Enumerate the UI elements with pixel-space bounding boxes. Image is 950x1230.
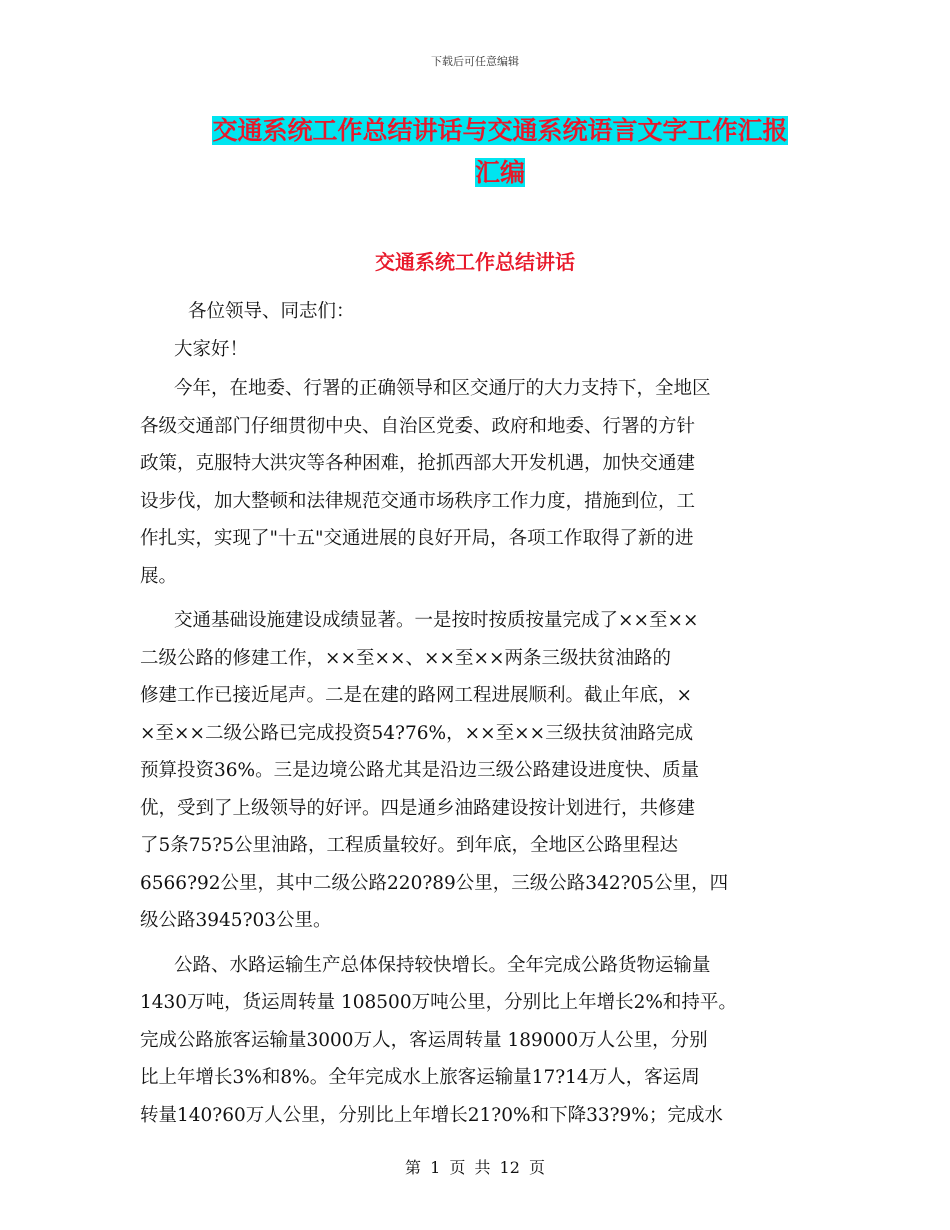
text-line: 预算投资36%。三是边境公路尤其是沿边三级公路建设进度快、质量: [140, 760, 700, 781]
paragraph: [140, 947, 820, 1135]
title-line-1: 交通系统工作总结讲话与交通系统语言文字工作汇报: [212, 116, 788, 145]
text-line: 修建工作已接近尾声。二是在建的路网工程进展顺利。截止年底，×: [140, 685, 693, 706]
text-line: 二级公路的修建工作，××至××、××至××两条三级扶贫油路的: [140, 647, 672, 669]
greeting: 大家好！: [174, 338, 249, 360]
text-line: 完成公路旅客运输量3000万人，客运周转量 189000万人公里，分别: [140, 1029, 708, 1051]
document-title: [195, 110, 805, 194]
text-line: 政策，克服特大洪灾等各种困难，抢抓西部大开发机遇，加快交通建: [140, 453, 696, 474]
document-body: [140, 293, 820, 1134]
text-line: ×至××二级公路已完成投资54?76%，××至××三级扶贫油路完成: [140, 722, 694, 744]
text-line: 比上年增长3%和8%。全年完成水上旅客运输量17?14万人，客运周: [140, 1067, 700, 1088]
text-line: 展。: [140, 565, 178, 587]
text-line: 级公路3945?03公里。: [140, 910, 332, 931]
section-title: 交通系统工作总结讲话: [375, 250, 575, 274]
text-line: 设步伐，加大整顿和法律规范交通市场秩序工作力度，措施到位，工: [140, 490, 696, 512]
text-line: 1430万吨，货运周转量 108500万吨公里，分别比上年增长2%和持平。: [140, 992, 737, 1013]
paragraph: [140, 602, 820, 940]
title-line-2: 汇编: [474, 158, 525, 187]
text-line: 了5条75?5公里油路，工程质量较好。到年底，全地区公路里程达: [140, 835, 679, 856]
text-line: 转量140?60万人公里，分别比上年增长21?0%和下降33?9%；完成水: [140, 1104, 723, 1126]
page-footer: 第 1 页 共 12 页: [405, 1158, 545, 1177]
text-line: 作扎实，实现了"十五"交通进展的良好开局，各项工作取得了新的进: [140, 528, 694, 549]
text-line: 公路、水路运输生产总体保持较快增长。全年完成公路货物运输量: [174, 954, 711, 976]
page-header: 下载后可任意编辑: [431, 55, 519, 68]
salutation: 各位领导、同志们：: [188, 301, 355, 322]
text-line: 优，受到了上级领导的好评。四是通乡油路建设按计划进行，共修建: [140, 797, 696, 819]
text-line: 今年，在地委、行署的正确领导和区交通厅的大力支持下，全地区: [174, 378, 711, 399]
text-line: 各级交通部门仔细贯彻中央、自治区党委、政府和地委、行署的方针: [140, 415, 696, 437]
paragraph: [140, 370, 820, 595]
text-line: 6566?92公里，其中二级公路220?89公里，三级公路342?05公里，四: [140, 872, 729, 894]
text-line: 交通基础设施建设成绩显著。一是按时按质按量完成了××至××: [174, 610, 699, 631]
